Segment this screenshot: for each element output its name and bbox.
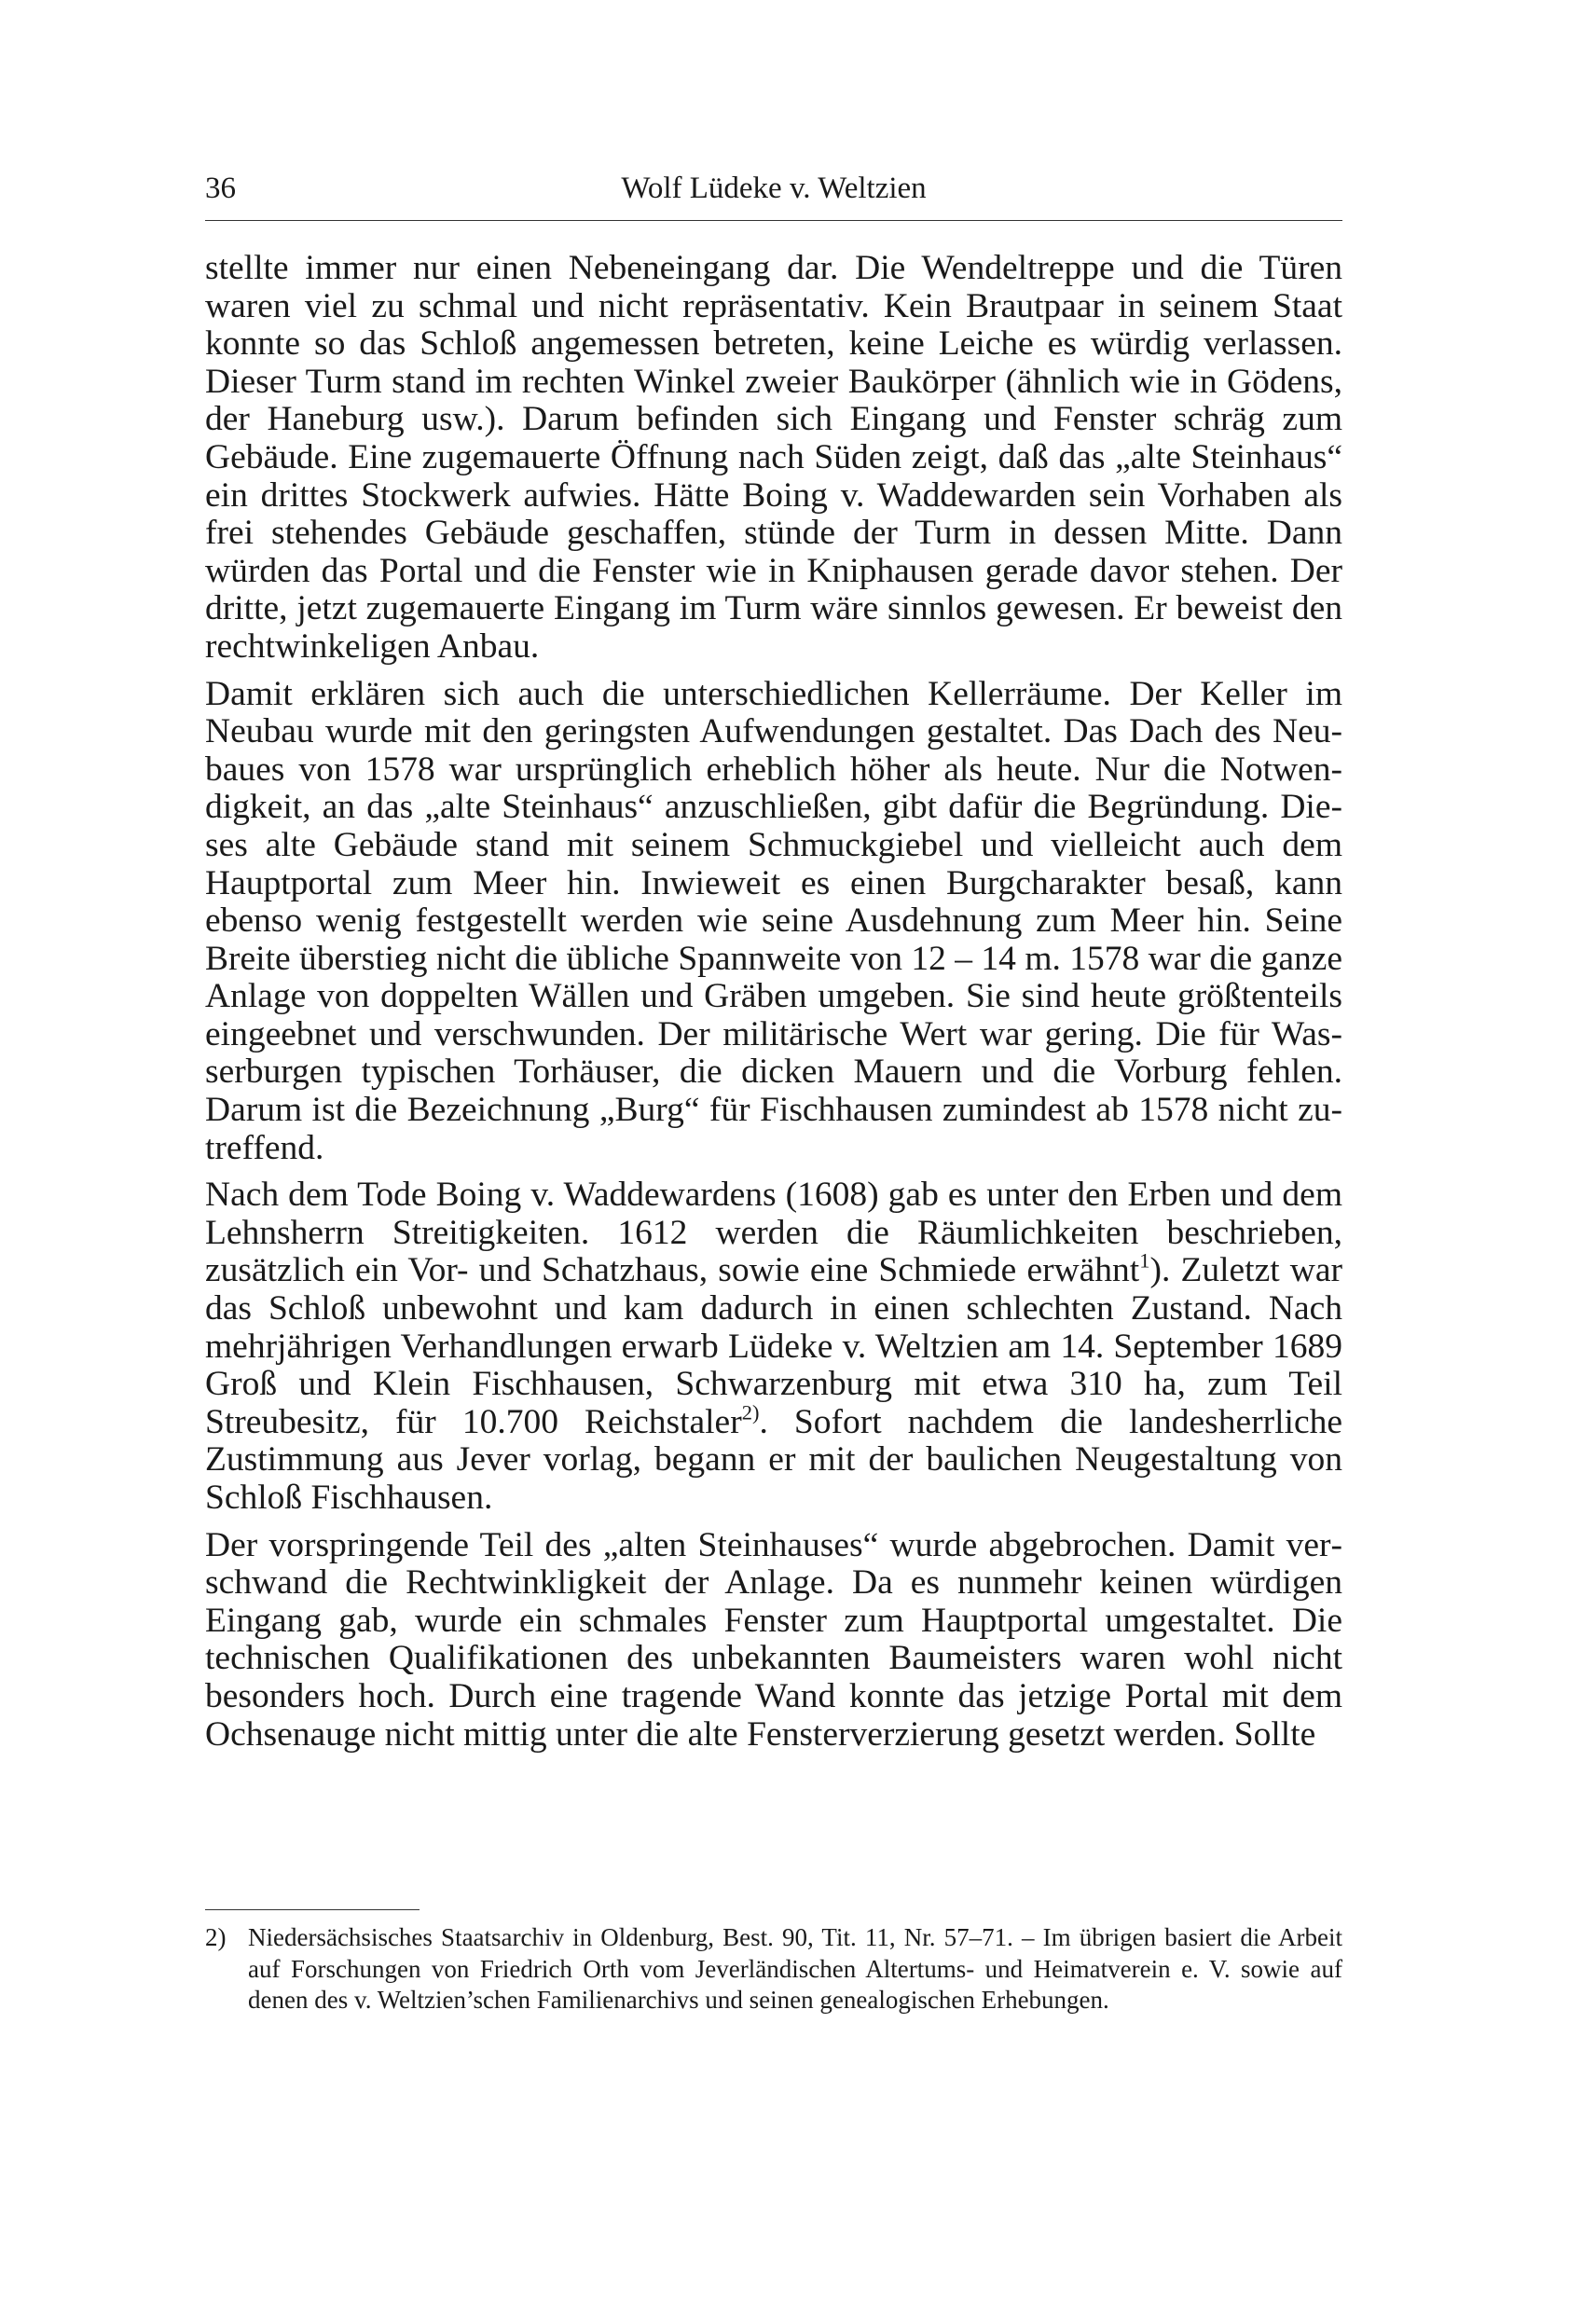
footnote-reference-2: 2) bbox=[741, 1400, 760, 1424]
footnote-text: Niedersächsisches Staatsarchiv in Oldenburg, Best. 90, Tit. 11, Nr. 57–71. – Im übrigen basiert die Arbeit auf Forschungen von Friedrich Orth vom Jeverländischen Altertums- und Heimatverein e. V. sowie auf denen des v. Weltzien’schen Familienarchivs und seinen genealogischen Erhebungen. bbox=[248, 1923, 1342, 2014]
footnote-reference-1: 1 bbox=[1139, 1248, 1150, 1273]
paragraph-3-text-c: . Sofort nachdem die landesherrliche Zustimmung aus Jever vorlag, begann er mit der baulichen Neugestaltung von Schloß Fischhausen. bbox=[205, 1402, 1343, 1517]
body-text bbox=[205, 250, 1342, 1763]
paragraph-3-text-b: ). Zuletzt war das Schloß unbewohnt und kam dadurch in einen schlechten Zustand. Nach mehrjährigen Verhandlungen erwarb Lüdeke v. Weltzien am 14. September 1689 Groß und Klein Fischhausen, Schwarzenburg mit etwa 310 ha, zum Teil Streubesitz, für 10.700 Reichstaler bbox=[205, 1251, 1342, 1441]
footnote-marker: 2) bbox=[205, 1923, 227, 1951]
footnote-rule bbox=[205, 1909, 420, 1910]
paragraph-1: stellte immer nur einen Nebeneingang dar. Die Wendeltreppe und die Türen waren viel zu schmal und nicht repräsentativ. Kein Brautpaar in seinem Staat konnte so das Schloß angemessen betreten, keine Leiche es würdig verlassen. Dieser Turm stand im rechten Winkel zweier Baukörper (ähnlich wie in Gödens, der Haneburg usw.). Darum befinden sich Eingang und Fenster schräg zum Gebäude. Eine zugemauerte Öffnung nach Süden zeigt, daß das „alte Steinhaus“ ein drittes Stockwerk aufwies. Hätte Boing v. Waddewarden sein Vorhaben als frei stehendes Gebäude geschaffen, stünde der Turm in dessen Mitte. Dann würden das Portal und die Fenster wie in Kniphausen gerade davor stehen. Der dritte, jetzt zugemauerte Eingang im Turm wäre sinnlos gewesen. Er beweist den rechtwinkeligen Anbau. bbox=[205, 249, 1342, 666]
running-head: Wolf Lüdeke v. Weltzien bbox=[621, 172, 927, 205]
page-number: 36 bbox=[205, 172, 236, 205]
paragraph-4: Der vorspringende Teil des „alten Steinhauses“ wurde abgebrochen. Damit verschwand die Rechtwinkligkeit der Anlage. Da es nunmehr keinen würdigen Eingang gab, wurde ein schmales Fenster zum Hauptportal umgestaltet. Die technischen Qualifikationen des unbekannten Baumeisters waren wohl nicht besonders hoch. Durch eine tragende Wand konnte das jetzige Portal mit dem Ochsenauge nicht mittig unter die alte Fensterverzierung gesetzt werden. Sollte bbox=[205, 1525, 1342, 1754]
paragraph-2: Damit erklären sich auch die unterschiedlichen Kellerräume. Der Keller im Neubau wurde mit den geringsten Aufwendungen gestaltet. Das Dach des Neubaues von 1578 war ursprünglich erheblich höher als heute. Nur die Notwendigkeit, an das „alte Steinhaus“ anzuschließen, gibt dafür die Begründung. Dieses alte Gebäude stand mit seinem Schmuckgiebel und vielleicht auch dem Hauptportal zum Meer hin. Inwieweit es einen Burgcharakter besaß, kann ebenso wenig festgestellt werden wie seine Ausdehnung zum Meer hin. Seine Breite überstieg nicht die übliche Spannweite von 12 – 14 m. 1578 war die ganze Anlage von doppelten Wällen und Gräben umgeben. Sie sind heute größtenteils eingeebnet und verschwunden. Der militärische Wert war gering. Die für Wasserburgen typischen Torhäuser, die dicken Mauern und die Vorburg fehlen. Darum ist die Bezeichnung „Burg“ für Fischhausen zumindest ab 1578 nicht zutreffend. bbox=[205, 674, 1342, 1167]
paragraph-3 bbox=[205, 1177, 1342, 1517]
paragraph-3-text-a: Nach dem Tode Boing v. Waddewardens (1608) gab es unter den Erben und dem Lehnsherrn Streitigkeiten. 1612 werden die Räumlichkeiten beschrieben, zusätzlich ein Vor- und Schatzhaus, sowie eine Schmiede erwähnt bbox=[205, 1176, 1342, 1290]
page-header bbox=[205, 168, 1342, 209]
footnote bbox=[205, 1922, 1342, 2016]
header-rule bbox=[205, 220, 1342, 221]
